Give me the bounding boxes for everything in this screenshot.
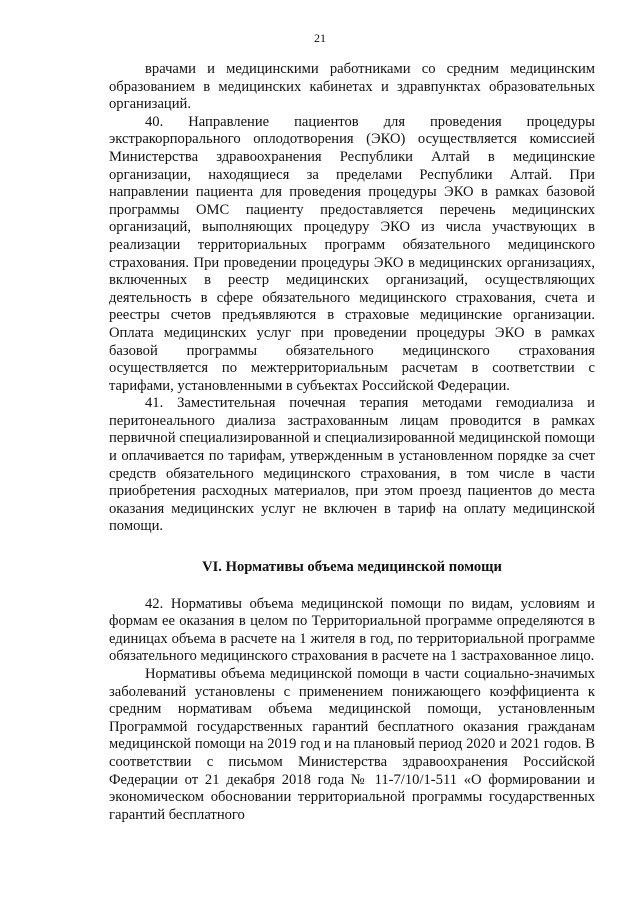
paragraph-continued: врачами и медицинскими работниками со средним медицинским образованием в медицинских кабинетах и здравпунктах образовательных организаций.	[109, 61, 595, 113]
document-body	[109, 61, 595, 824]
paragraph-41: 41. Заместительная почечная терапия методами гемодиализа и перитонеального диализа застрахованным лицам проводится в рамках первичной специализированной и специализированной медицинской помощи и оплачивается по тарифам, утвержденным в установленном порядке за счет средств обязательного медицинского страхования, в том числе в части приобретения расходных материалов, при этом проезд пациентов до места оказания медицинских услуг не включен в тариф на оплату медицинской помощи.	[109, 395, 595, 535]
section-heading: VI. Нормативы объема медицинской помощи	[202, 559, 502, 576]
paragraph-42: 42. Нормативы объема медицинской помощи по видам, условиям и формам ее оказания в целом по Территориальной программе определяются в единицах объема в расчете на 1 жителя в год, по территориальной программе обязательного медицинского страхования в расчете на 1 застрахованное лицо.	[109, 595, 595, 665]
page-number: 21	[314, 31, 326, 45]
paragraph-40: 40. Направление пациентов для проведения процедуры экстракорпорального оплодотворения (ЭКО) осуществляется комиссией Министерства здравоохранения Республики Алтай в медицинские организации, находящиеся за пределами Республики Алтай. При направлении пациента для проведения процедуры ЭКО в рамках базовой программы ОМС пациенту предоставляется перечень медицинских организаций, выполняющих процедуру ЭКО из числа участвующих в реализации территориальных программ обязательного медицинского страхования. При проведении процедуры ЭКО в медицинских организациях, включенных в реестр медицинских организаций, осуществляющих деятельность в сфере обязательного медицинского страхования, счета и реестры счетов предъявляются в страховые медицинские организации. Оплата медицинских услуг при проведении процедуры ЭКО в рамках базовой программы обязательного медицинского страхования осуществляется по межтерриториальным расчетам в соответствии с тарифами, установленными в субъектах Российской Федерации.	[109, 113, 595, 394]
paragraph-norms: Нормативы объема медицинской помощи в части социально-значимых заболеваний установлены с применением понижающего коэффициента к средним нормативам объема медицинской помощи, установленным Программой государственных гарантий бесплатного оказания гражданам медицинской помощи на 2019 год и на плановый период 2020 и 2021 годов. В соответствии с письмом Министерства здравоохранения Российской Федерации от 21 декабря 2018 года № 11-7/10/1-511 «О формировании и экономическом обосновании территориальной программы государственных гарантий бесплатного	[109, 666, 595, 823]
